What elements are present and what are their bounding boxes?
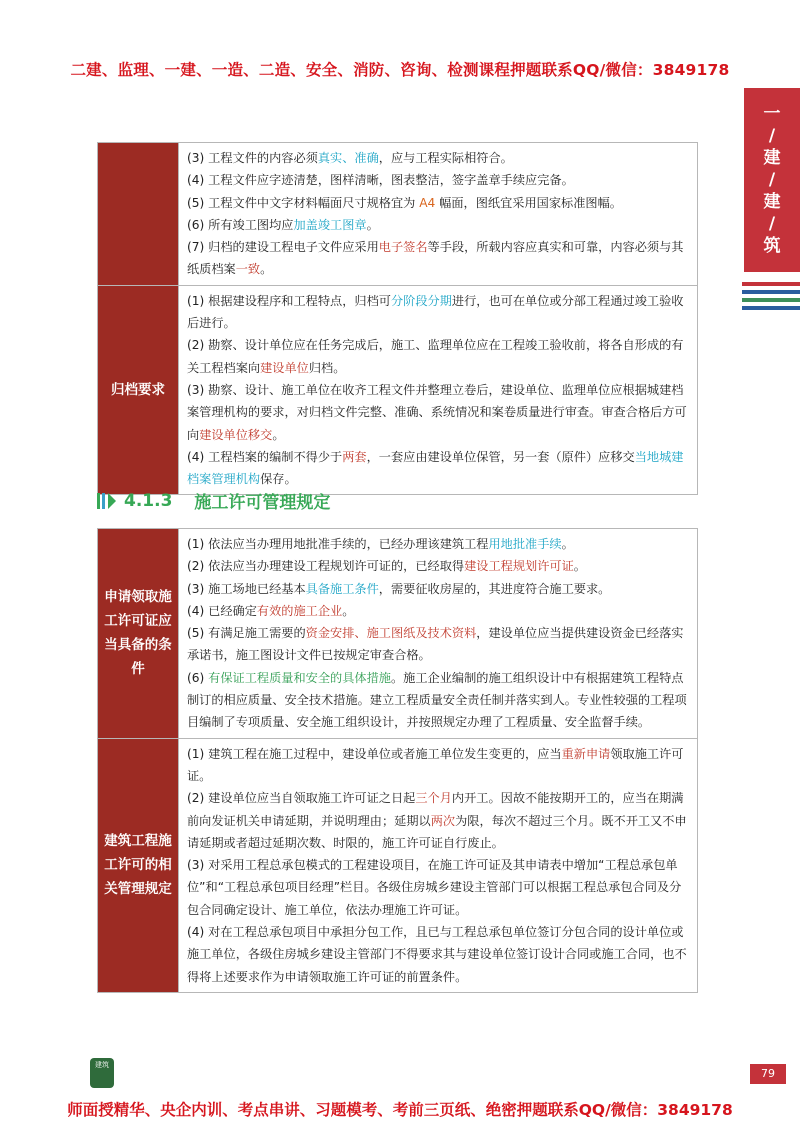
page-number: 79: [750, 1064, 786, 1084]
side-stripes: [742, 282, 800, 314]
side-tab-glyph: 一: [763, 104, 781, 124]
table-body-cell: [179, 529, 698, 739]
side-tab-glyph: 筑: [763, 236, 781, 256]
section-title: 施工许可管理规定: [194, 493, 331, 513]
highlighted-term: 用地批准手续: [488, 537, 562, 551]
list-item: (5) 有满足施工需要的资金安排、施工图纸及技术资料，建设单位应当提供建设资金已经落实承诺书，施工图设计文件已按规定审查合格。: [187, 626, 684, 663]
list-item: (4) 工程文件应字迹清楚，图样清晰，图表整洁，签字盖章手续应完备。: [187, 173, 574, 188]
permit-table: [97, 528, 698, 993]
list-item: (2) 依法应当办理建设工程规划许可证的，已经取得建设工程规划许可证。: [187, 559, 586, 574]
highlighted-term: 有保证工程质量和安全的具体措施: [208, 670, 391, 685]
side-tab-glyph: 建: [763, 148, 781, 168]
table-header-cell: 归档要求: [98, 285, 179, 495]
section-heading: [97, 488, 330, 513]
list-item: (1) 根据建设程序和工程特点，归档可分阶段分期进行，也可在单位或分部工程通过竣工验收后进行。: [187, 293, 684, 331]
list-item: (6) 所有竣工图均应加盖竣工图章。: [187, 217, 379, 232]
list-item: (3) 施工场地已经基本具备施工条件，需要征收房屋的，其进度符合施工要求。: [187, 581, 611, 596]
bottom-banner: 师面授精华、央企内训、考点串讲、习题模考、考前三页纸、绝密押题联系QQ/微信：3849178: [67, 1101, 733, 1119]
archive-table: [97, 142, 698, 495]
list-item: (3) 勘察、设计、施工单位在收齐工程文件并整理立卷后，建设单位、监理单位应根据城建档案管理机构的要求，对归档文件完整、准确、系统情况和案卷质量进行审查。审查合格后方可向建设单位移交。: [187, 382, 687, 442]
table-header-cell: 建筑工程施工许可的相关管理规定: [98, 738, 179, 992]
highlighted-term: A4: [419, 195, 436, 210]
list-item: (7) 归档的建设工程电子文件应采用电子签名等手段，所载内容应真实和可靠，内容必须与其纸质档案一致。: [187, 240, 684, 277]
table-body-cell: [179, 738, 698, 992]
side-tab-glyph: 建: [763, 192, 781, 212]
highlighted-term: 当地城建档案管理机构: [187, 449, 684, 487]
list-item: (1) 依法应当办理用地批准手续的，已经办理该建筑工程用地批准手续。: [187, 537, 574, 551]
side-tab-glyph: /: [768, 214, 776, 234]
highlighted-term: 两次: [430, 813, 456, 828]
list-item: (4) 对在工程总承包项目中承担分包工作，且已与工程总承包单位签订分包合同的设计单位或施工单位，各级住房城乡建设主管部门不得要求其与建设单位签订设计合同或施工合同，也不得将上述要求作为申请领取施工许可证的前置条件。: [187, 925, 687, 984]
list-item: (3) 工程文件的内容必须真实、准确，应与工程实际相符合。: [187, 151, 513, 165]
list-item: (3) 对采用工程总承包模式的工程建设项目，在施工许可证及其申请表中增加“工程总承包单位”和“工程总承包项目经理”栏目。各级住房城乡建设主管部门可以根据工程总承包合同及分包合同确定设计、施工单位，依法办理施工许可证。: [187, 858, 682, 917]
list-item: (2) 建设单位应当自领取施工许可证之日起三个月内开工。因故不能按期开工的，应当在期满前向发证机关申请延期，并说明理由；延期以两次为限，每次不超过三个月。既不开工又不申请延期或者超过延期次数、时限的，施工许可证自行废止。: [187, 791, 687, 850]
section-marker-icon: [97, 493, 118, 509]
list-item: (5) 工程文件中文字材料幅面尺寸规格宜为 A4 幅面，图纸宜采用国家标准图幅。: [187, 195, 622, 210]
list-item: (2) 勘察、设计单位应在任务完成后，施工、监理单位应在工程竣工验收前，将各自形成的有关工程档案向建设单位归档。: [187, 338, 684, 375]
top-banner: 二建、监理、一建、一造、二造、安全、消防、咨询、检测课程押题联系QQ/微信：3849178: [70, 61, 730, 79]
highlighted-term: 两套: [342, 449, 367, 464]
highlighted-term: 重新申请: [561, 746, 611, 761]
chapter-side-tab: [744, 88, 800, 272]
list-item: (6) 有保证工程质量和安全的具体措施。施工企业编制的施工组织设计中有根据建筑工程特点制订的相应质量、安全技术措施。建立工程质量安全责任制并落实到人。专业性较强的工程项目编制了专项质量、安全施工组织设计，并按照规定办理了工程质量、安全监督手续。: [187, 670, 687, 730]
publisher-logo: 建筑: [90, 1058, 114, 1088]
highlighted-term: 真实、准确: [317, 151, 379, 165]
list-item: (4) 已经确定有效的施工企业。: [187, 603, 355, 618]
table-header-cell: [98, 143, 179, 286]
highlighted-term: 一致: [235, 262, 261, 277]
highlighted-term: 三个月: [415, 791, 452, 806]
highlighted-term: 具备施工条件: [305, 581, 379, 596]
highlighted-term: 建设单位移交: [199, 427, 273, 442]
section-number: 4.1.3: [124, 490, 173, 511]
table-body-cell: [179, 285, 698, 495]
list-item: (1) 建筑工程在施工过程中，建设单位或者施工单位发生变更的，应当重新申请领取施工许可证。: [187, 746, 684, 783]
highlighted-term: 电子签名: [378, 240, 428, 255]
highlighted-term: 资金安排、施工图纸及技术资料: [305, 626, 477, 641]
highlighted-term: 建设工程规划许可证: [464, 559, 574, 574]
side-tab-glyph: /: [768, 126, 776, 146]
list-item: (4) 工程档案的编制不得少于两套，一套应由建设单位保管，另一套（原件）应移交当地城建档案管理机构保存。: [187, 449, 684, 487]
highlighted-term: 分阶段分期: [390, 293, 452, 308]
table-header-cell: 申请领取施工许可证应当具备的条件: [98, 529, 179, 739]
highlighted-term: 有效的施工企业: [256, 603, 343, 618]
highlighted-term: 建设单位: [260, 360, 309, 375]
highlighted-term: 加盖竣工图章: [293, 217, 367, 232]
table-body-cell: [179, 143, 698, 286]
side-tab-glyph: /: [768, 170, 776, 190]
